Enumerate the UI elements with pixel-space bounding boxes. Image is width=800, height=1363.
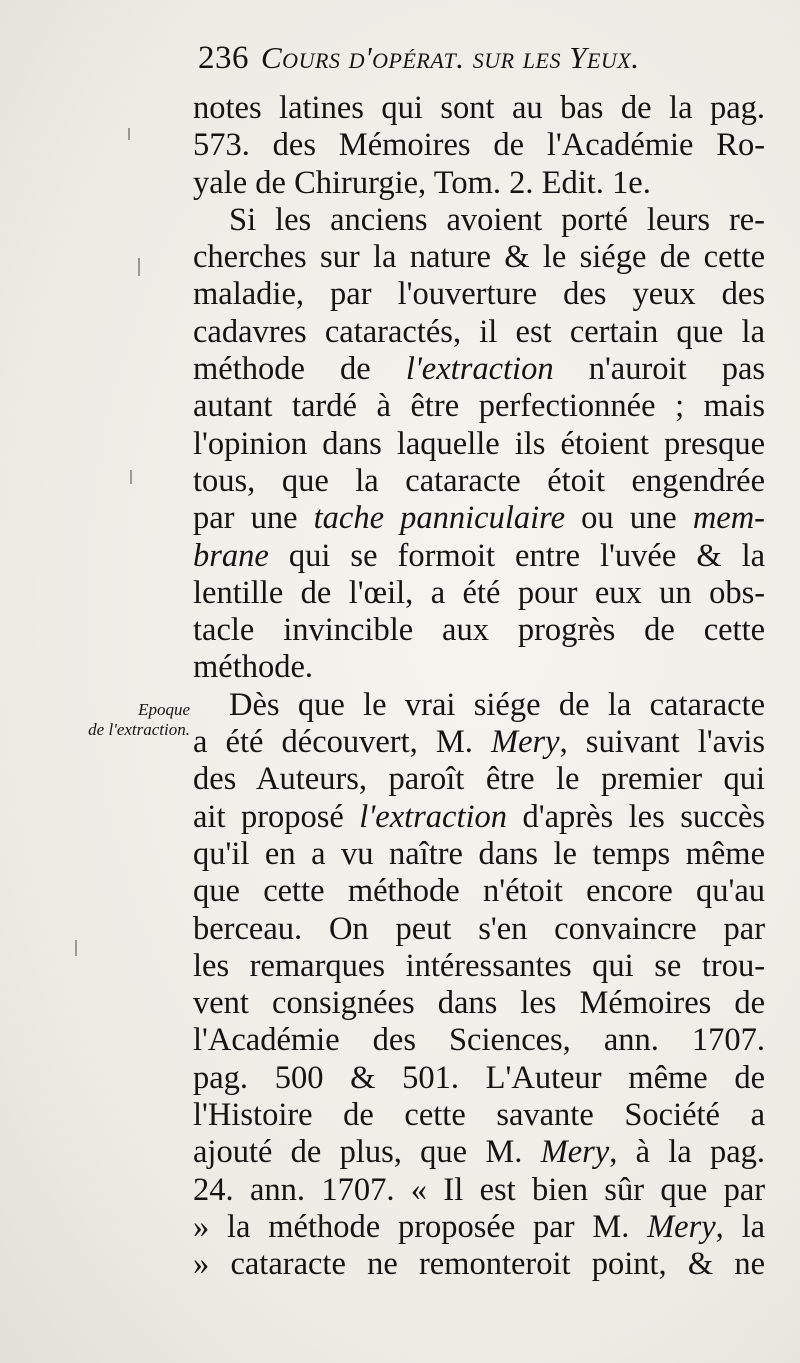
italic-word: Mery	[491, 724, 560, 761]
text-line: brane qui se formoit entre l'uvée & la	[193, 537, 766, 574]
text-line: ajouté de plus, que M. Mery, à la pag.	[193, 1134, 766, 1171]
text-line: berceau. On peut s'en convaincre par	[193, 910, 766, 947]
text-line: l'Histoire de cette savante Société a	[193, 1097, 765, 1134]
italic-word: Mery	[647, 1208, 716, 1245]
text-line: cherches sur la nature & le siége de cette	[193, 239, 766, 276]
text-line: tous, que la cataracte étoit engendrée	[193, 462, 766, 499]
text-line: méthode.	[193, 649, 314, 686]
paragraph-start-line: Dès que le vrai siége de la cataracte	[229, 686, 766, 723]
text-line: a été découvert, M. Mery, suivant l'avis	[193, 724, 766, 761]
body-text	[193, 90, 765, 1284]
text-line: pag. 500 & 501. L'Auteur même de	[193, 1059, 766, 1096]
italic-word: mem-	[692, 500, 766, 537]
italic-word: l'extraction	[359, 798, 508, 835]
text-line: l'opinion dans laquelle ils étoient presque	[193, 425, 766, 462]
text-line: les remarques intéressantes qui se trou-	[193, 947, 766, 984]
text-line: lentille de l'œil, a été pour eux un obs-	[193, 574, 766, 611]
text-line: l'Académie des Sciences, ann. 1707.	[193, 1022, 766, 1059]
text-line: ait proposé l'extraction d'après les succès	[193, 798, 766, 835]
text-line: 24. ann. 1707. « Il est bien sûr que par	[193, 1171, 766, 1208]
text-line: yale de Chirurgie, Tom. 2. Edit. 1e.	[193, 164, 651, 201]
text-line: des Auteurs, paroît être le premier qui	[193, 761, 766, 798]
text-line: autant tardé à être perfectionnée ; mais	[193, 388, 766, 425]
margin-note-line: Epoque	[138, 700, 190, 719]
italic-word: tache	[313, 500, 385, 537]
paper-mark	[75, 940, 77, 956]
running-head: Cours d'opérat. sur les Yeux.	[261, 40, 640, 75]
paper-mark	[130, 470, 132, 484]
text-line: notes latines qui sont au bas de la pag.	[193, 90, 766, 126]
text-line: que cette méthode n'étoit encore qu'au	[193, 873, 766, 910]
text-line: maladie, par l'ouverture des yeux des	[193, 276, 765, 313]
margin-note-line: de l'extraction.	[88, 720, 190, 739]
text-line: 573. des Mémoires de l'Académie Ro-	[193, 127, 766, 164]
text-line: qu'il en a vu naître dans le temps même	[193, 835, 766, 872]
italic-word: l'extraction	[405, 351, 554, 388]
text-line: méthode de l'extraction n'auroit pas	[193, 351, 766, 388]
text-line: » la méthode proposée par M. Mery, la	[193, 1208, 766, 1245]
text-line: par une tache panniculaire ou une mem-	[193, 500, 766, 537]
text-line: cadavres cataractés, il est certain que la	[193, 313, 766, 350]
page-header	[198, 40, 770, 86]
paper-mark	[128, 128, 130, 140]
text-line: vent consignées dans les Mémoires de	[193, 985, 766, 1022]
text-line: » cataracte ne remonteroit point, & ne	[193, 1246, 766, 1283]
text-line: tacle invincible aux progrès de cette	[193, 612, 766, 649]
page-number: 236	[198, 40, 249, 76]
italic-word: brane	[193, 537, 269, 574]
margin-note	[55, 700, 190, 740]
paragraph-start-line: Si les anciens avoient porté leurs re-	[229, 201, 766, 238]
paper-mark	[138, 258, 140, 276]
italic-word: panniculaire	[400, 500, 566, 537]
italic-word: Mery	[540, 1134, 610, 1171]
